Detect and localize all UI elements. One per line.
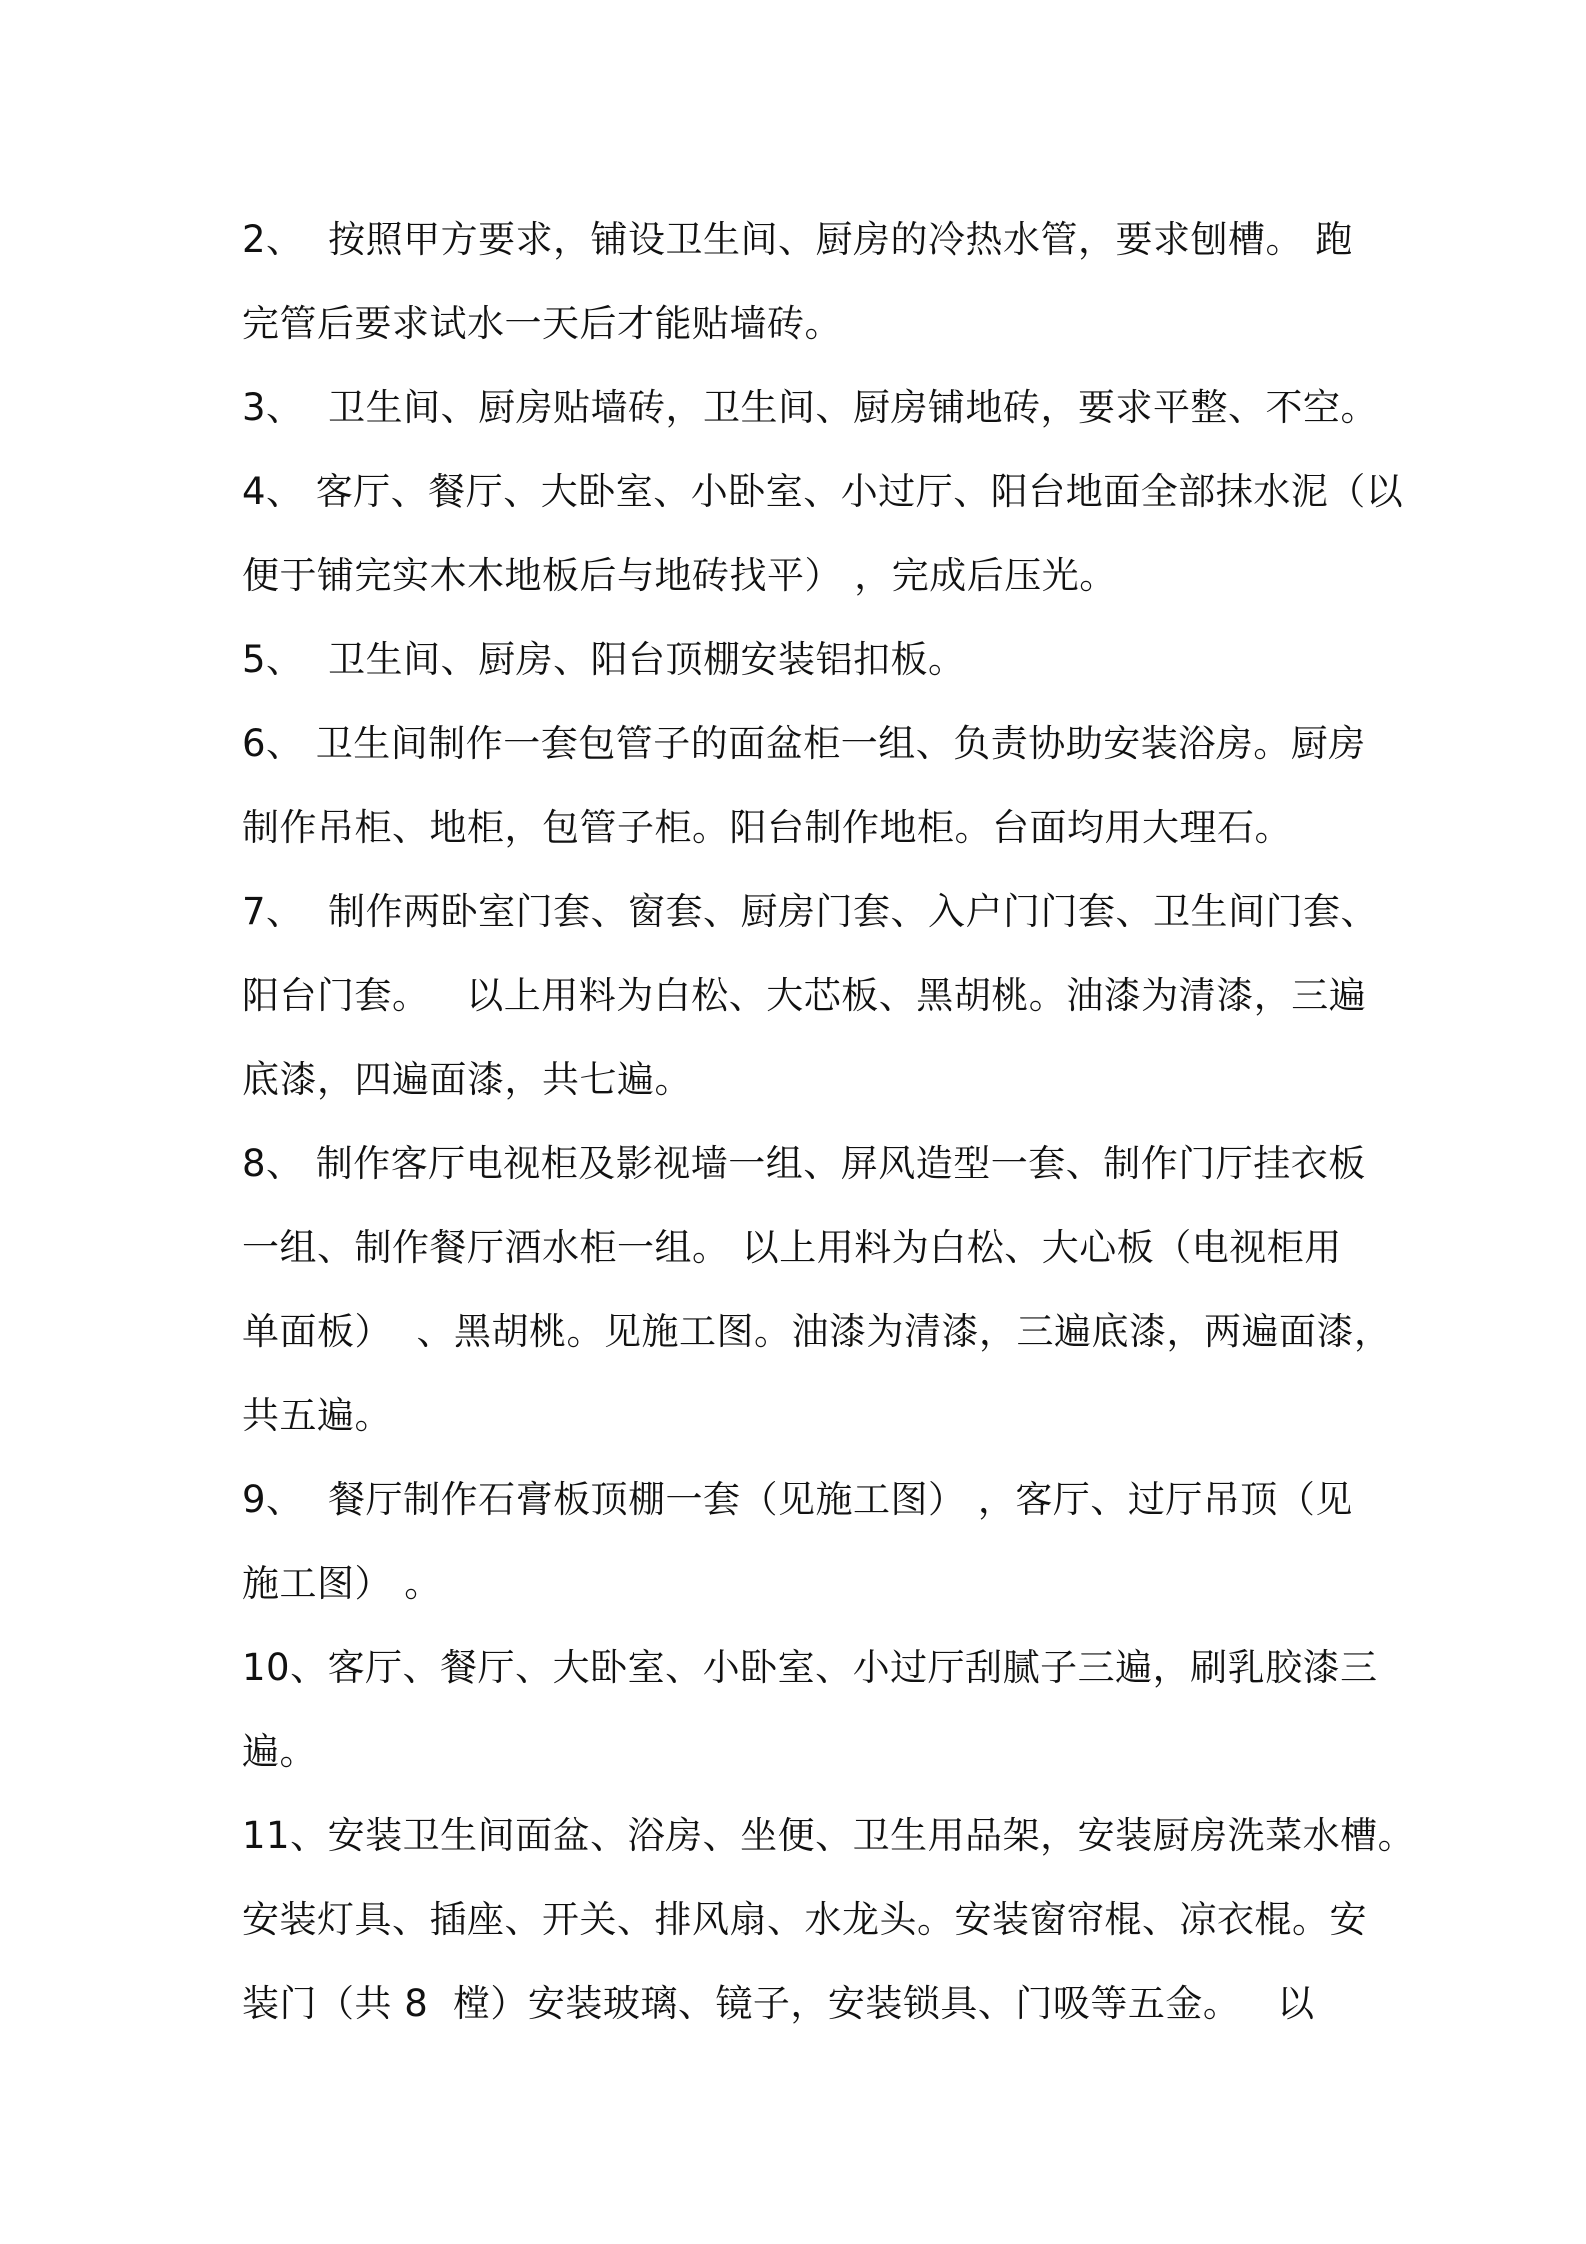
text-line: 4、 客厅、餐厅、大卧室、小卧室、小过厅、阳台地面全部抹水泥（以 xyxy=(242,470,1404,513)
text-line: 6、 卫生间制作一套包管子的面盆柜一组、负责协助安装浴房。厨房 xyxy=(242,722,1366,765)
text-line: 阳台门套。 以上用料为白松、大芯板、黑胡桃。油漆为清漆，三遍 xyxy=(242,974,1367,1017)
text-line: 装门（共 8 樘）安装玻璃、镜子，安装锁具、门吸等五金。 以 xyxy=(242,1982,1315,2025)
text-line: 7、 制作两卧室门套、窗套、厨房门套、入户门门套、卫生间门套、 xyxy=(242,890,1379,933)
text-line: 9、 餐厅制作石膏板顶棚一套（见施工图） ，客厅、过厅吊顶（见 xyxy=(242,1478,1353,1521)
text-line: 安装灯具、插座、开关、排风扇、水龙头。安装窗帘棍、凉衣棍。安 xyxy=(242,1898,1367,1941)
text-line: 施工图） 。 xyxy=(242,1562,442,1605)
text-line: 5、 卫生间、厨房、阳台顶棚安装铝扣板。 xyxy=(242,638,966,681)
text-line: 单面板） 、黑胡桃。见施工图。油漆为清漆，三遍底漆，两遍面漆， xyxy=(242,1310,1392,1353)
text-line: 一组、制作餐厅酒水柜一组。 以上用料为白松、大心板（电视柜用 xyxy=(242,1226,1342,1269)
text-line: 制作吊柜、地柜，包管子柜。阳台制作地柜。台面均用大理石。 xyxy=(242,806,1292,849)
text-line: 完管后要求试水一天后才能贴墙砖。 xyxy=(242,302,842,345)
text-line: 8、 制作客厅电视柜及影视墙一组、屏风造型一套、制作门厅挂衣板 xyxy=(242,1142,1366,1185)
text-line: 便于铺完实木木地板后与地砖找平） ，完成后压光。 xyxy=(242,554,1117,597)
text-line: 10、客厅、餐厅、大卧室、小卧室、小过厅刮腻子三遍，刷乳胶漆三 xyxy=(242,1646,1378,1689)
text-line: 11、安装卫生间面盆、浴房、坐便、卫生用品架，安装厨房洗菜水槽。 xyxy=(242,1814,1416,1857)
document-body xyxy=(242,198,1416,2046)
text-line: 遍。 xyxy=(242,1730,317,1773)
text-line: 底漆，四遍面漆，共七遍。 xyxy=(242,1058,692,1101)
text-line: 3、 卫生间、厨房贴墙砖，卫生间、厨房铺地砖，要求平整、不空。 xyxy=(242,386,1379,429)
text-line: 共五遍。 xyxy=(242,1394,392,1437)
text-line: 2、 按照甲方要求，铺设卫生间、厨房的冷热水管，要求刨槽。 跑 xyxy=(242,218,1353,261)
